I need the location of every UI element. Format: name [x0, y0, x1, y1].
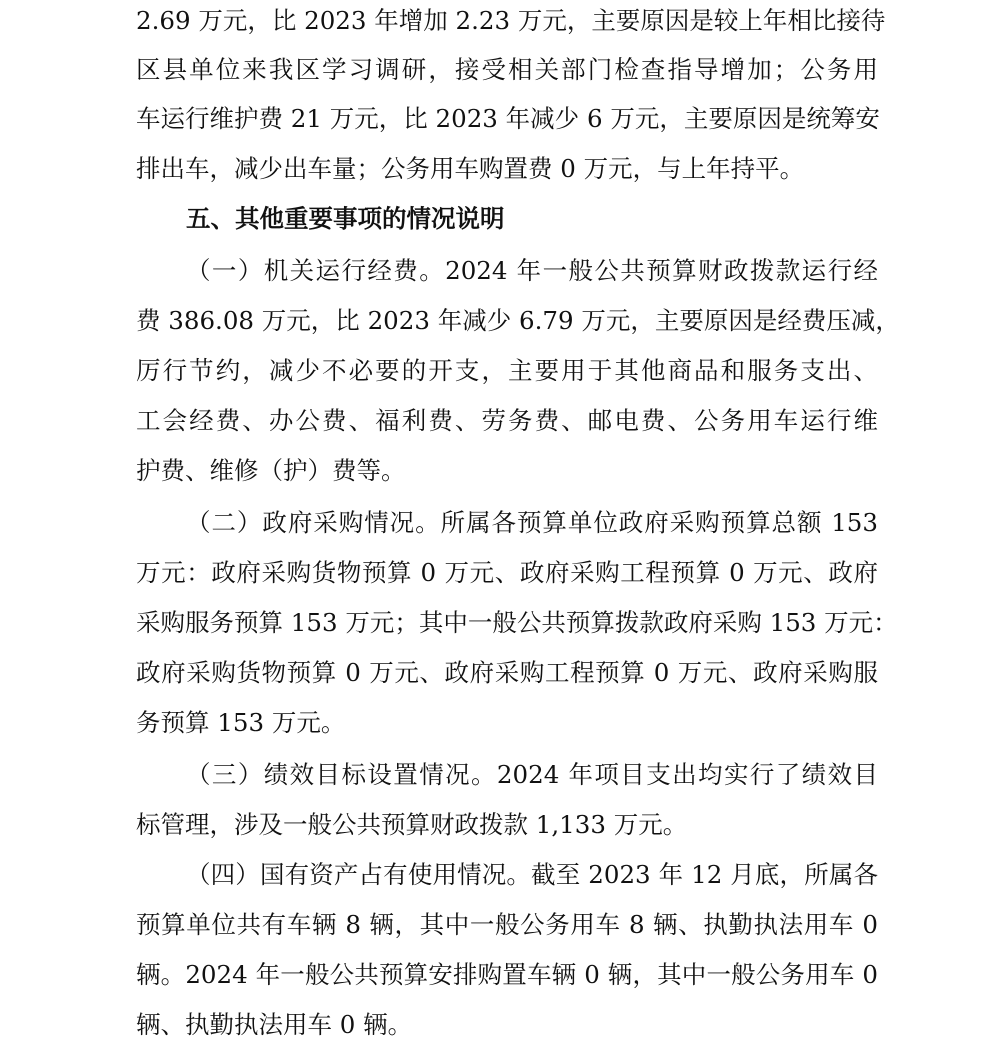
paragraph-line: （二）政府采购情况。所属各预算单位政府采购预算总额 153	[186, 508, 878, 537]
paragraph-line: 排出车，减少出车量；公务用车购置费 0 万元，与上年持平。	[136, 154, 805, 183]
paragraph-line: 辆、执勤执法用车 0 辆。	[136, 1010, 413, 1039]
paragraph-line: 护费、维修（护）费等。	[136, 456, 406, 485]
paragraph-line: 辆。2024 年一般公共预算安排购置车辆 0 辆，其中一般公务用车 0	[136, 960, 878, 989]
paragraph-line: （四）国有资产占有使用情况。截至 2023 年 12 月底，所属各	[186, 860, 878, 889]
paragraph-line: 标管理，涉及一般公共预算财政拨款 1,133 万元。	[136, 810, 688, 839]
paragraph-line: （一）机关运行经费。2024 年一般公共预算财政拨款运行经	[186, 256, 878, 285]
paragraph-line: 万元：政府采购货物预算 0 万元、政府采购工程预算 0 万元、政府	[136, 558, 878, 587]
paragraph-line: 车运行维护费 21 万元，比 2023 年减少 6 万元，主要原因是统筹安	[136, 104, 880, 133]
section-heading: 五、其他重要事项的情况说明	[186, 204, 505, 233]
paragraph-line: 区县单位来我区学习调研，接受相关部门检查指导增加；公务用	[136, 55, 878, 84]
paragraph-line: 厉行节约，减少不必要的开支，主要用于其他商品和服务支出、	[136, 356, 878, 385]
paragraph-line: 费 386.08 万元，比 2023 年减少 6.79 万元，主要原因是经费压减，	[136, 306, 900, 335]
paragraph-line: 政府采购货物预算 0 万元、政府采购工程预算 0 万元、政府采购服	[136, 658, 878, 687]
paragraph-line: 工会经费、办公费、福利费、劳务费、邮电费、公务用车运行维	[136, 406, 878, 435]
paragraph-line: 2.69 万元，比 2023 年增加 2.23 万元，主要原因是较上年相比接待	[136, 6, 886, 35]
paragraph-line: 采购服务预算 153 万元；其中一般公共预算拨款政府采购 153 万元：	[136, 608, 898, 637]
paragraph-line: 务预算 153 万元。	[136, 708, 346, 737]
paragraph-line: 预算单位共有车辆 8 辆，其中一般公务用车 8 辆、执勤执法用车 0	[136, 910, 878, 939]
paragraph-line: （三）绩效目标设置情况。2024 年项目支出均实行了绩效目	[186, 760, 878, 789]
